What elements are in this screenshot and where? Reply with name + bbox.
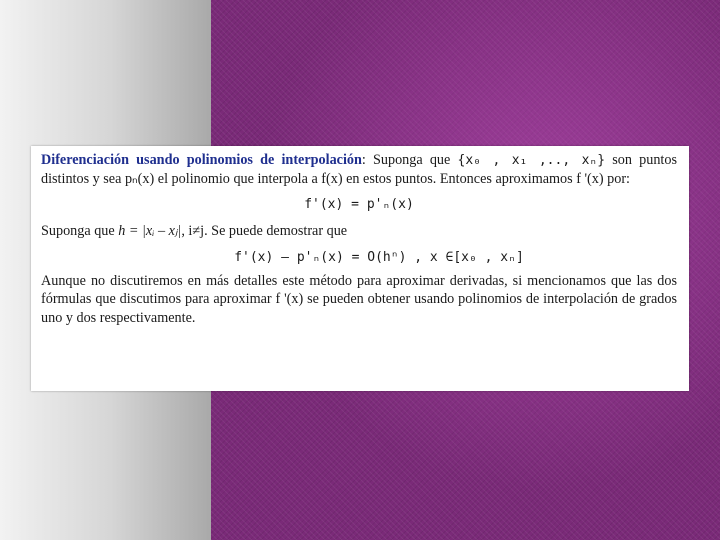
section-title: Diferenciación usando polinomios de interpolación <box>41 152 362 168</box>
h-suffix: , i≠j. Se puede demostrar que <box>181 223 348 240</box>
equation-error-order: f'(x) – p'ₙ(x) = O(hⁿ) , x ∈[x₀ , xₙ] <box>234 249 524 265</box>
content-box <box>31 146 689 391</box>
point-set: {x₀ , x₁ ,.., xₙ} <box>457 153 606 168</box>
equation-derivative-approx: f'(x) = p'ₙ(x) <box>304 196 414 212</box>
h-prefix: Suponga que <box>41 223 119 240</box>
intro-lead: : Suponga que <box>361 152 458 168</box>
h-expression: h = |xᵢ – xⱼ| <box>118 223 182 240</box>
h-definition-line <box>41 222 677 240</box>
intro-rest: son puntos distintos y sea pₙ(x) el polinomio que interpola a f(x) en estos puntos. Entonces aproximamos f '(x) por: <box>41 152 677 188</box>
intro-paragraph <box>41 151 677 189</box>
conclusion-paragraph: Aunque no discutiremos en más detalles este método para aproximar derivadas, si mencionamos que las dos fórmulas que discutimos para aproximar f '(x) se pueden obtener usando polinomios de interpolación de grados uno y dos respectivamente. <box>41 273 677 326</box>
